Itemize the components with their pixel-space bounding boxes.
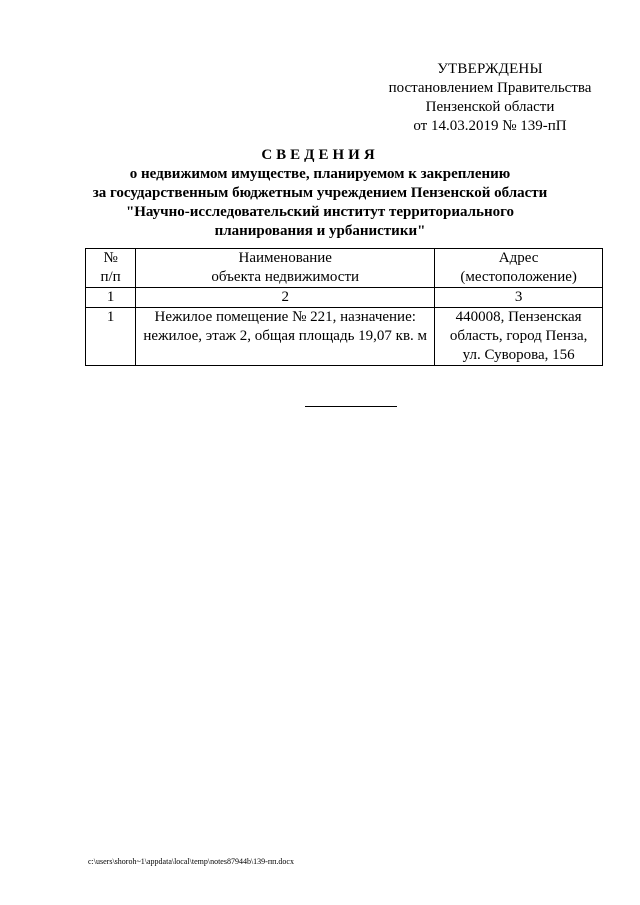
approval-heading: УТВЕРЖДЕНЫ	[437, 61, 543, 77]
row-number: 1	[86, 308, 136, 366]
subtitle-line: "Научно-исследовательский институт территориального	[125, 204, 515, 220]
column-number: 2	[136, 288, 435, 308]
table-numbering-row	[86, 288, 603, 308]
subtitle-line: планирования и урбанистики"	[214, 223, 426, 239]
row-name-text: Нежилое помещение № 221, назначение:	[154, 309, 416, 325]
row-address	[435, 308, 603, 366]
property-table	[85, 248, 603, 366]
header-name	[136, 249, 435, 288]
row-address-text: ул. Суворова, 156	[462, 347, 575, 363]
table-header-row	[86, 249, 603, 288]
document-title: СВЕДЕНИЯ	[261, 147, 379, 163]
row-address-text: 440008, Пензенская	[455, 309, 582, 325]
row-name-text: нежилое, этаж 2, общая площадь 19,07 кв. м	[143, 328, 428, 344]
header-text: Наименование	[238, 250, 332, 266]
subtitle-line: за государственным бюджетным учреждением Пензенской области	[92, 185, 548, 201]
document-subtitle	[60, 165, 580, 241]
approval-block	[380, 60, 600, 136]
header-text: №	[103, 250, 118, 266]
header-address	[435, 249, 603, 288]
file-path-footer: c:\users\shoroh~1\appdata\local\temp\notes87944b\139-пп.docx	[88, 857, 294, 866]
row-address-text: область, город Пенза,	[449, 328, 588, 344]
header-text: Адрес	[498, 250, 539, 266]
approval-line: Пензенской области	[425, 99, 555, 115]
table-row	[86, 308, 603, 366]
approval-date-line: от 14.03.2019 № 139-пП	[413, 118, 567, 134]
header-number	[86, 249, 136, 288]
header-text: объекта недвижимости	[211, 269, 360, 285]
header-text: (местоположение)	[460, 269, 577, 285]
separator-line	[305, 406, 397, 407]
row-name	[136, 308, 435, 366]
approval-line: постановлением Правительства	[388, 80, 592, 96]
subtitle-line: о недвижимом имуществе, планируемом к закреплению	[129, 166, 511, 182]
column-number: 3	[435, 288, 603, 308]
column-number: 1	[86, 288, 136, 308]
header-text: п/п	[100, 269, 121, 285]
